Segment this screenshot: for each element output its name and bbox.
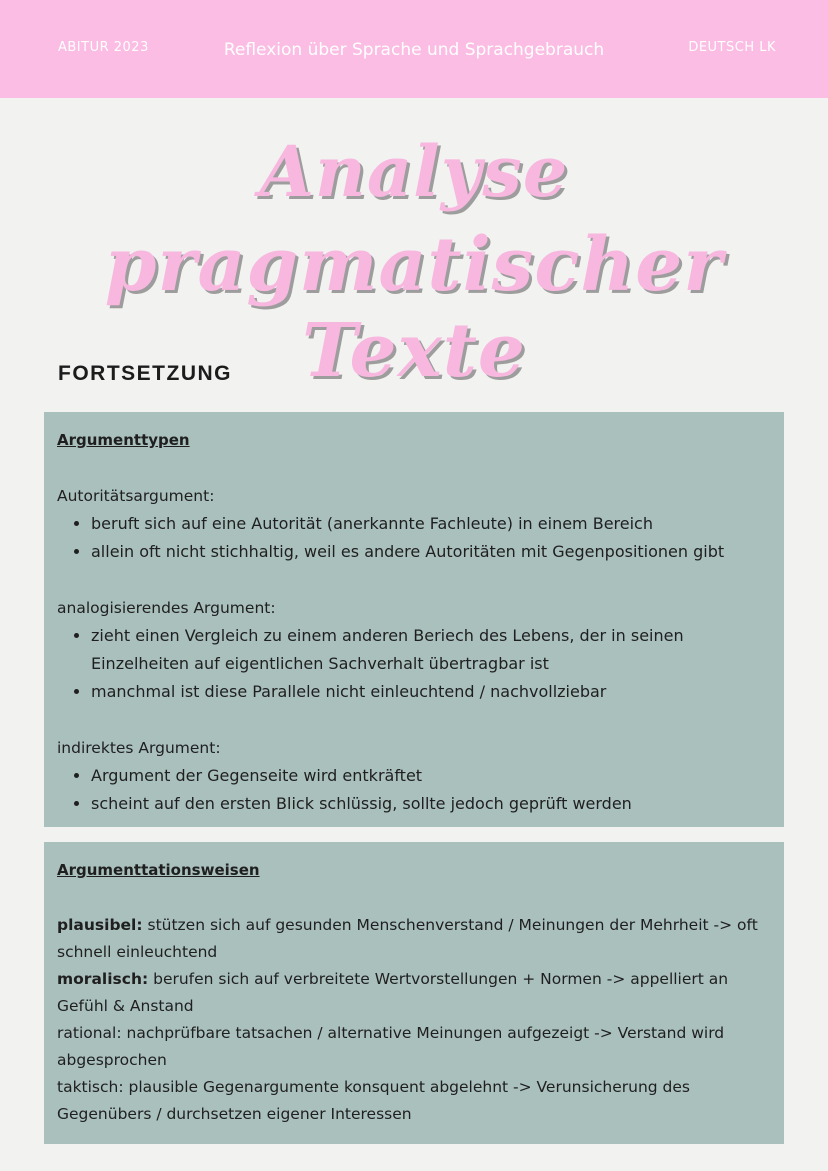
argumentation-entry	[57, 966, 770, 1020]
argumentation-entry	[57, 912, 770, 966]
argumentation-entry	[57, 1074, 770, 1128]
bullet-list	[57, 510, 770, 566]
list-item: • beruft sich auf eine Autorität (anerkannte Fachleute) in einem Bereich	[91, 510, 770, 538]
page-title-line-1: Analyse	[259, 130, 569, 213]
entry-term: plausibel:	[57, 916, 143, 934]
argumentation-entry	[57, 1020, 770, 1074]
section-heading: FORTSETZUNG	[58, 362, 232, 385]
header-exam-label: ABITUR 2023	[58, 40, 149, 55]
page-header	[0, 0, 828, 98]
entry-text: nachprüfbare tatsachen / alternative Meinungen aufgezeigt -> Verstand wird abgesprochen	[57, 1024, 725, 1069]
list-item: • allein oft nicht stichhaltig, weil es andere Autoritäten mit Gegenpositionen gibt	[91, 538, 770, 566]
group-title: indirektes Argument:	[57, 739, 221, 757]
entry-term: moralisch:	[57, 970, 149, 988]
list-item: • manchmal ist diese Parallele nicht einleuchtend / nachvollziebar	[91, 678, 770, 706]
header-topic: Reflexion über Sprache und Sprachgebrauch	[223, 40, 605, 60]
argumentation-styles-box	[44, 842, 784, 1144]
entry-text: stützen sich auf gesunden Menschenverstand / Meinungen der Mehrheit -> oft schnell einleuchtend	[57, 916, 758, 961]
header-subject: DEUTSCH LK	[688, 40, 776, 55]
list-item: • zieht einen Vergleich zu einem anderen Beriech des Lebens, der in seinen Einzelheiten auf eigentlichen Sachverhalt übertragbar ist	[91, 622, 770, 678]
entry-term: taktisch:	[57, 1078, 124, 1096]
list-item: • scheint auf den ersten Blick schlüssig, sollte jedoch geprüft werden	[91, 790, 770, 818]
entry-text: plausible Gegenargumente konsquent abgelehnt -> Verunsicherung des Gegenübers / durchsetzen eigener Interessen	[57, 1078, 690, 1123]
page-title-line-2: pragmatischer Texte	[104, 222, 724, 394]
bullet-list	[57, 762, 770, 818]
argumentation-styles-title: Argumenttationsweisen	[57, 861, 260, 879]
entry-text: berufen sich auf verbreitete Wertvorstellungen + Normen -> appelliert an Gefühl & Anstand	[57, 970, 729, 1015]
entry-term: rational:	[57, 1024, 122, 1042]
bullet-list	[57, 622, 770, 706]
argument-types-box	[44, 412, 784, 827]
list-item: • Argument der Gegenseite wird entkräftet	[91, 762, 770, 790]
argument-types-title: Argumenttypen	[57, 431, 190, 449]
group-title: Autoritätsargument:	[57, 487, 215, 505]
group-title: analogisierendes Argument:	[57, 599, 276, 617]
